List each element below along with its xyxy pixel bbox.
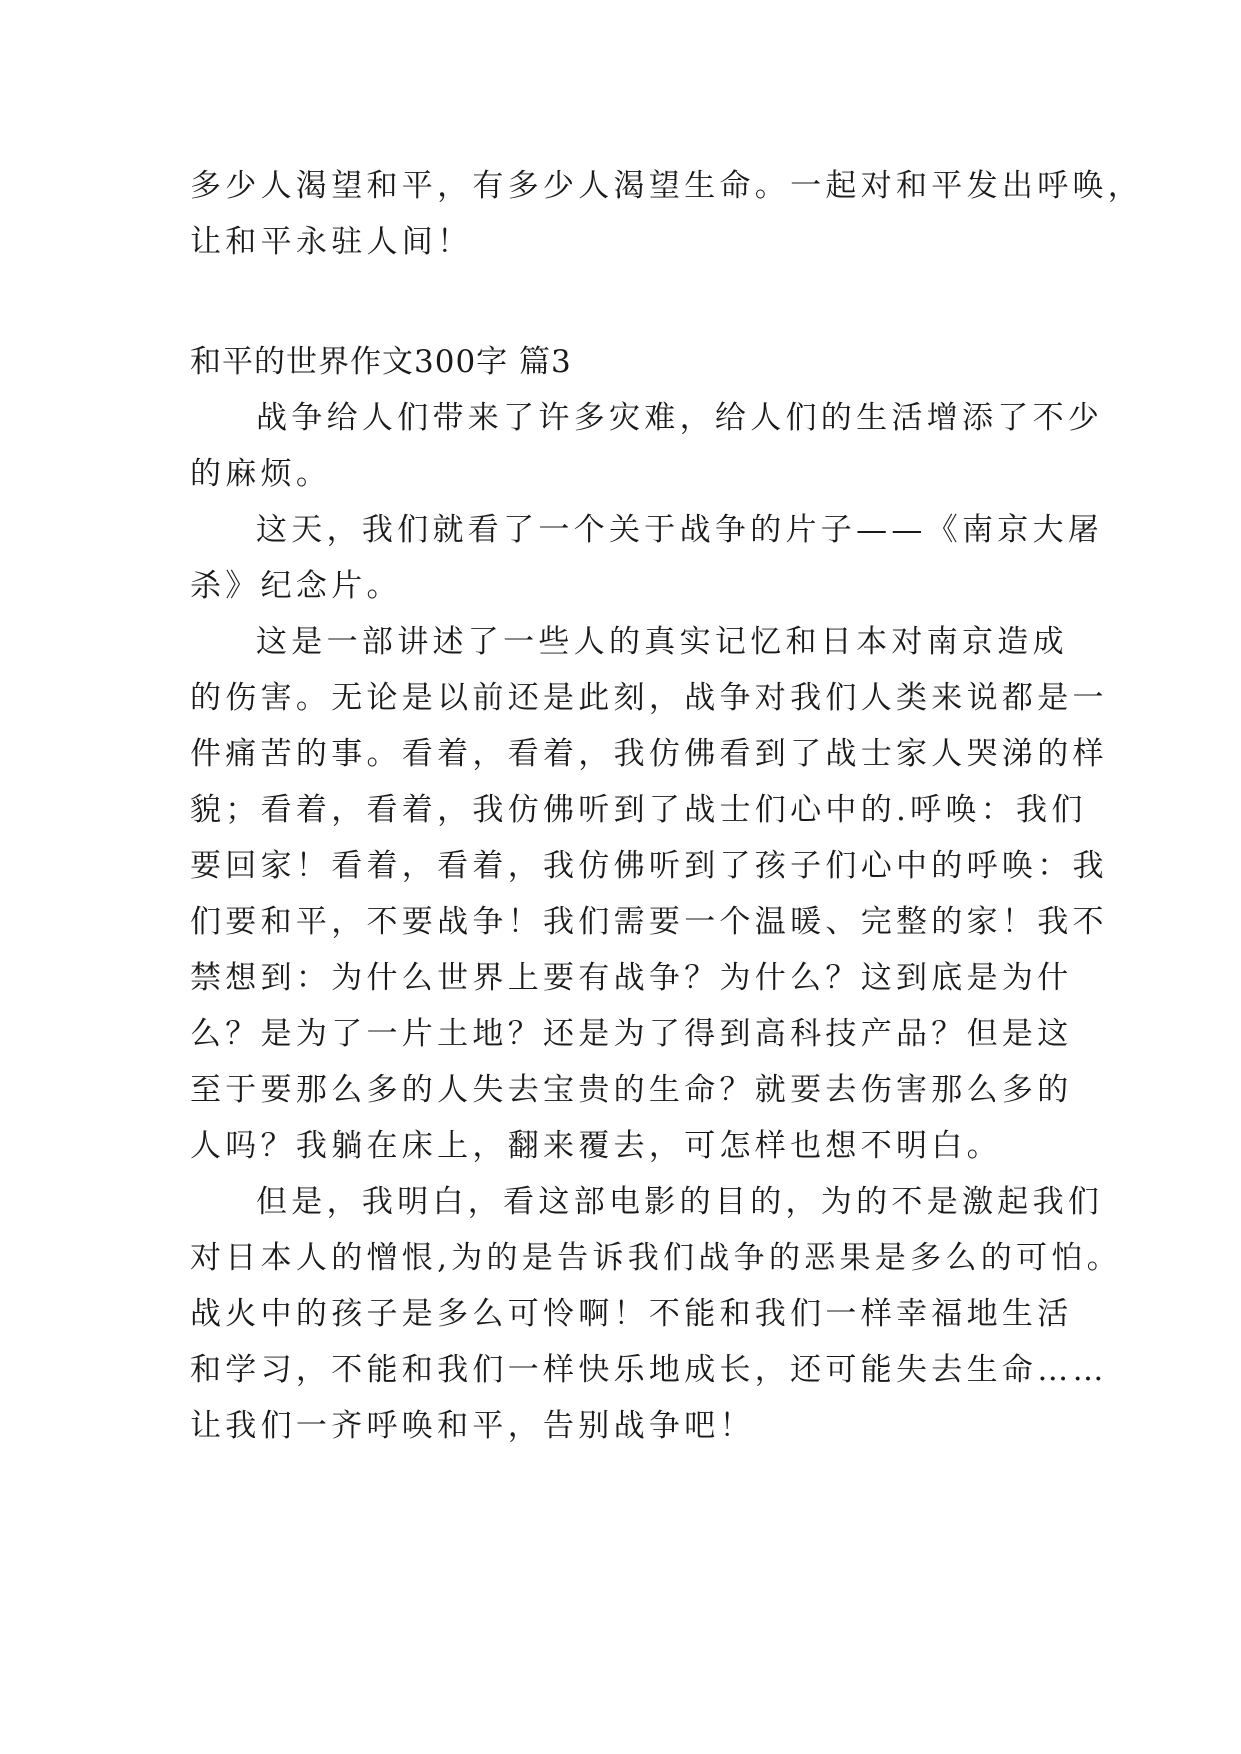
paragraph-first-line: 战争给人们带来了许多灾难，给人们的生活增添了不少 xyxy=(256,400,1104,436)
text-line: 件痛苦的事。看着，看着，我仿佛看到了战士家人哭涕的样 xyxy=(190,736,1108,772)
text-line: 让我们一齐呼唤和平，告别战争吧！ xyxy=(190,1408,755,1444)
text-line: 要回家！看着，看着，我仿佛听到了孩子们心中的呼唤：我 xyxy=(190,848,1108,884)
text-line: 至于要那么多的人失去宝贵的生命？就要去伤害那么多的 xyxy=(190,1072,1073,1108)
section-title: 和平的世界作文300字 篇3 xyxy=(190,344,572,380)
section-gap xyxy=(190,270,1050,334)
text-line: 战火中的孩子是多么可怜啊！不能和我们一样幸福地生活 xyxy=(190,1296,1073,1332)
text-line: 让和平永驻人间！ xyxy=(190,224,473,260)
text-line: 么？是为了一片土地？还是为了得到高科技产品？但是这 xyxy=(190,1016,1073,1052)
text-line: 和学习，不能和我们一样快乐地成长，还可能失去生命…… xyxy=(190,1352,1108,1388)
paragraph-first-line: 这天，我们就看了一个关于战争的片子——《南京大屠 xyxy=(256,512,1104,548)
text-line: 的麻烦。 xyxy=(190,456,332,492)
text-line: 们要和平，不要战争！我们需要一个温暖、完整的家！我不 xyxy=(190,904,1108,940)
text-line: 貌；看着，看着，我仿佛听到了战士们心中的.呼唤：我们 xyxy=(190,792,1087,828)
text-line: 禁想到：为什么世界上要有战争？为什么？这到底是为什 xyxy=(190,960,1073,996)
text-line: 杀》纪念片。 xyxy=(190,568,402,604)
text-line: 的伤害。无论是以前还是此刻，战争对我们人类来说都是一 xyxy=(190,680,1108,716)
text-line: 人吗？我躺在床上，翻来覆去，可怎样也想不明白。 xyxy=(190,1128,1002,1164)
paragraph-first-line: 但是，我明白，看这部电影的目的，为的不是激起我们 xyxy=(256,1184,1104,1220)
document-page xyxy=(190,158,1144,1454)
text-line: 对日本人的憎恨,为的是告诉我们战争的恶果是多么的可怕。 xyxy=(190,1240,1122,1276)
paragraph-first-line: 这是一部讲述了一些人的真实记忆和日本对南京造成 xyxy=(256,624,1068,660)
text-line: 多少人渴望和平，有多少人渴望生命。一起对和平发出呼唤， xyxy=(190,168,1144,204)
